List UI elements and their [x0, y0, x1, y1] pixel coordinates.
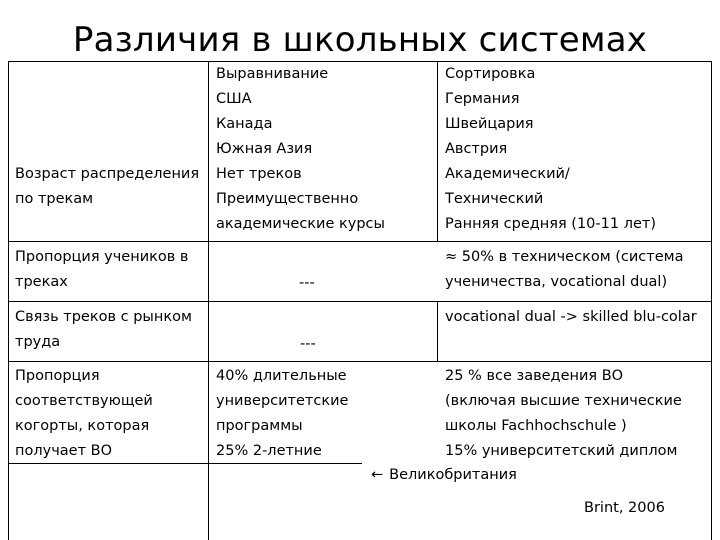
row-label-line: по трекам [15, 191, 94, 207]
cell-line: --- [300, 336, 316, 352]
header-sorting-line: Сортировка [445, 66, 536, 82]
row-higher-education-alignment [216, 364, 348, 464]
row-divider-1 [8, 241, 712, 242]
row-divider-2 [8, 301, 712, 302]
cell-line: университетские [216, 393, 349, 409]
cell-line: (включая высшие технические [445, 393, 682, 409]
page-title: Различия в школьных системах [72, 20, 648, 60]
row-label-line: Пропорция учеников в [15, 249, 189, 265]
row-label-higher-education [15, 364, 153, 464]
header-sorting-line: Германия [445, 91, 520, 107]
cell-line: 25 % все заведения ВО [445, 368, 624, 384]
cell-line: vocational dual -> skilled blu-colar [445, 309, 697, 325]
row-label-line: труда [15, 334, 61, 350]
left-arrow-icon: ← [371, 467, 384, 483]
cell-line: академические курсы [216, 216, 385, 232]
row-label-age [15, 162, 199, 212]
row-age-sorting [445, 162, 656, 237]
cell-line: Нет треков [216, 166, 302, 182]
cell-line: 40% длительные [216, 368, 347, 384]
cell-line: Академический/ [445, 166, 570, 182]
cell-line: школы Fachhochschule ) [445, 418, 627, 434]
column-divider-1 [208, 61, 209, 540]
cell-line: --- [299, 275, 315, 291]
footnote-text: Великобритания [389, 467, 517, 483]
header-alignment-line: Южная Азия [216, 141, 313, 157]
header-alignment [216, 62, 328, 162]
row-label-line: получает ВО [15, 443, 112, 459]
cell-line: программы [216, 418, 303, 434]
row-label-line: когорты, которая [15, 418, 150, 434]
row-label-proportion [15, 245, 188, 295]
cell-line: ученичества, vocational dual) [445, 274, 668, 290]
table-border-top [8, 61, 712, 62]
header-sorting-line: Австрия [445, 141, 508, 157]
table-border-left [8, 61, 9, 540]
row-labor-market-sorting [445, 305, 697, 330]
row-proportion-alignment [299, 271, 315, 296]
row-age-alignment [216, 162, 385, 237]
column-divider-2a [437, 61, 438, 241]
cell-line: 25% 2-летние [216, 443, 322, 459]
row-higher-education-sorting [445, 364, 682, 464]
table-border-right [711, 61, 712, 540]
citation [584, 496, 665, 521]
row-label-line: треках [15, 274, 68, 290]
column-divider-2b [437, 301, 438, 361]
header-alignment-line: США [216, 91, 252, 107]
row-label-labor-market [15, 305, 192, 355]
header-alignment-line: Выравнивание [216, 66, 329, 82]
header-sorting-line: Швейцария [445, 116, 534, 132]
row-proportion-sorting [445, 245, 683, 295]
row-label-line: Пропорция [15, 368, 100, 384]
cell-line: Ранняя средняя (10-11 лет) [445, 216, 656, 232]
footnote-uk [371, 463, 517, 488]
citation-text: Brint, 2006 [584, 500, 665, 516]
row-label-line: соответствующей [15, 393, 153, 409]
row-label-line: Связь треков с рынком [15, 309, 192, 325]
cell-line: Технический [445, 191, 544, 207]
row-divider-3 [8, 361, 712, 362]
header-alignment-line: Канада [216, 116, 273, 132]
header-sorting [445, 62, 535, 162]
cell-line: ≈ 50% в техническом (система [445, 249, 684, 265]
row-labor-market-alignment [300, 332, 316, 357]
cell-line: 15% университетский диплом [445, 443, 678, 459]
cell-line: Преимущественно [216, 191, 359, 207]
row-label-line: Возраст распределения [15, 166, 200, 182]
